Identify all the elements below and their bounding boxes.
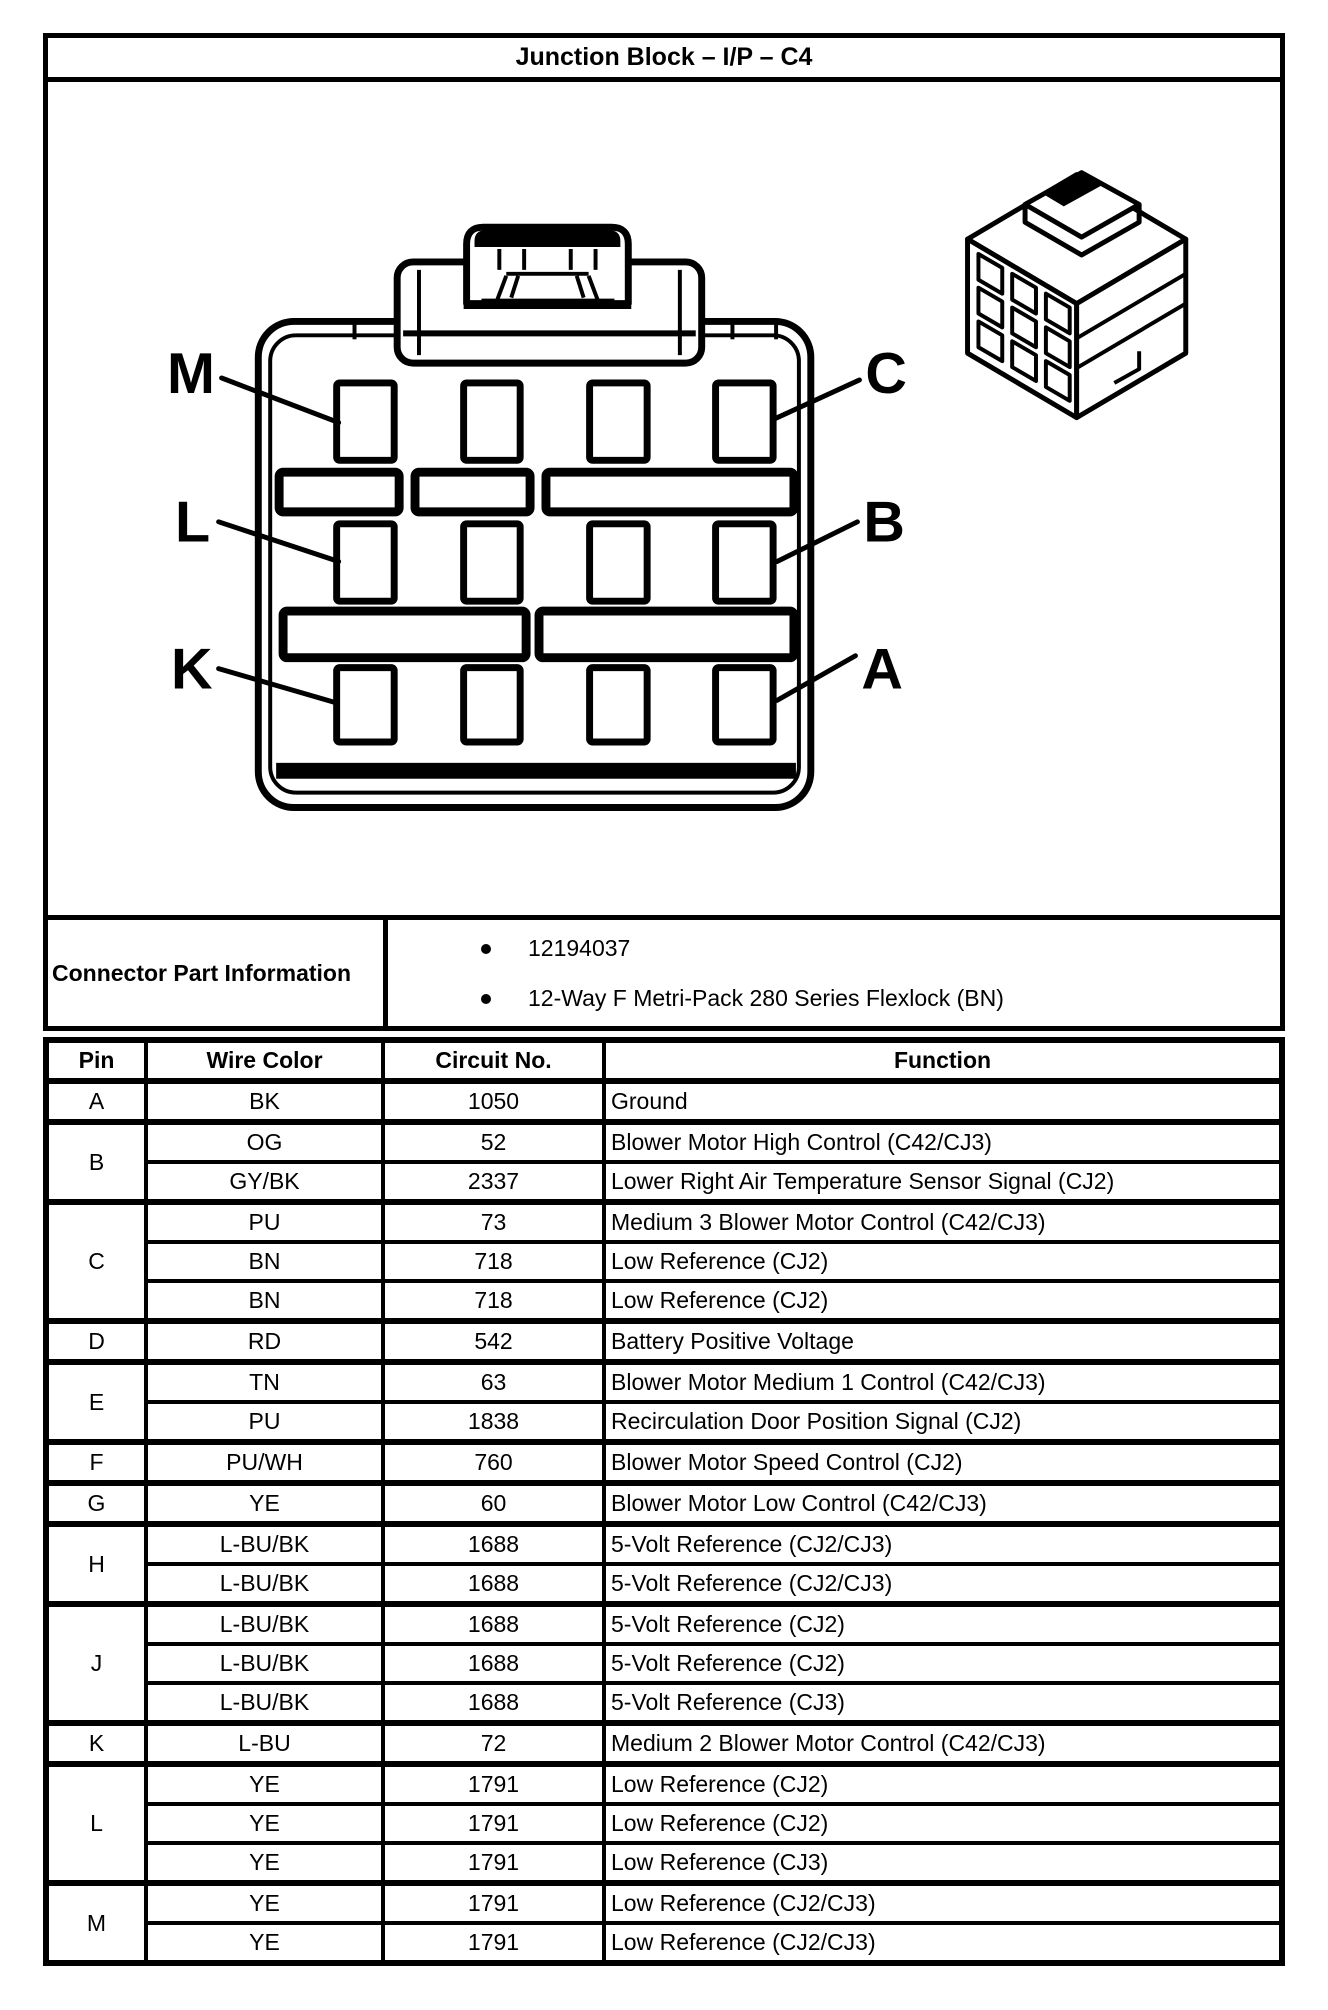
connector-part-info-row: [48, 915, 1280, 1026]
pin-cell: E: [46, 1362, 146, 1442]
function-cell: 5-Volt Reference (CJ2): [604, 1644, 1282, 1683]
wire-color-cell: BK: [146, 1081, 383, 1122]
part-number: 12194037: [528, 935, 631, 961]
pin-cell: C: [46, 1202, 146, 1321]
table-row: [46, 1923, 1282, 1963]
function-cell: 5-Volt Reference (CJ2/CJ3): [604, 1524, 1282, 1564]
header-function: Function: [604, 1040, 1282, 1081]
pin-cell: H: [46, 1524, 146, 1604]
function-cell: Low Reference (CJ3): [604, 1843, 1282, 1883]
circuit-no-cell: 63: [383, 1362, 604, 1402]
function-cell: Low Reference (CJ2): [604, 1804, 1282, 1843]
wire-color-cell: YE: [146, 1923, 383, 1963]
pin-cell: G: [46, 1483, 146, 1524]
pin-cell: F: [46, 1442, 146, 1483]
circuit-no-cell: 718: [383, 1242, 604, 1281]
pin-label-k: K: [171, 637, 213, 702]
wire-color-cell: YE: [146, 1483, 383, 1524]
function-cell: Lower Right Air Temperature Sensor Signal (CJ2): [604, 1162, 1282, 1202]
table-row: [46, 1162, 1282, 1202]
function-cell: Blower Motor High Control (C42/CJ3): [604, 1122, 1282, 1162]
circuit-no-cell: 1791: [383, 1804, 604, 1843]
function-cell: Blower Motor Low Control (C42/CJ3): [604, 1483, 1282, 1524]
table-row: [46, 1081, 1282, 1122]
table-row: [46, 1564, 1282, 1604]
wire-color-cell: YE: [146, 1843, 383, 1883]
circuit-no-cell: 52: [383, 1122, 604, 1162]
pin-cell: A: [46, 1081, 146, 1122]
function-cell: Low Reference (CJ2): [604, 1242, 1282, 1281]
wire-color-cell: PU/WH: [146, 1442, 383, 1483]
function-cell: 5-Volt Reference (CJ3): [604, 1683, 1282, 1723]
circuit-no-cell: 72: [383, 1723, 604, 1764]
pin-cell: L: [46, 1764, 146, 1883]
table-row: [46, 1362, 1282, 1402]
wire-color-cell: L-BU: [146, 1723, 383, 1764]
pin-label-a: A: [861, 637, 903, 702]
table-row: [46, 1804, 1282, 1843]
pin-table-header-row: [46, 1040, 1282, 1081]
wire-color-cell: L-BU/BK: [146, 1564, 383, 1604]
function-cell: Low Reference (CJ2/CJ3): [604, 1883, 1282, 1923]
latch-tab: [464, 227, 632, 304]
circuit-no-cell: 73: [383, 1202, 604, 1242]
table-row: [46, 1321, 1282, 1362]
table-row: [46, 1764, 1282, 1804]
circuit-no-cell: 1688: [383, 1524, 604, 1564]
bottom-band: [276, 763, 796, 779]
function-cell: Low Reference (CJ2): [604, 1281, 1282, 1321]
connector-info-box: [43, 33, 1285, 1031]
part-number-bullet-item: [481, 935, 1280, 962]
table-row: [46, 1644, 1282, 1683]
table-row: [46, 1524, 1282, 1564]
title-bar: [48, 38, 1280, 82]
connector-series: 12-Way F Metri-Pack 280 Series Flexlock (BN): [528, 985, 1004, 1011]
table-row: [46, 1723, 1282, 1764]
function-cell: 5-Volt Reference (CJ2): [604, 1604, 1282, 1644]
function-cell: Ground: [604, 1081, 1282, 1122]
pin-cell: J: [46, 1604, 146, 1723]
wire-color-cell: BN: [146, 1242, 383, 1281]
pin-label-c: C: [865, 341, 907, 406]
bullet-icon: [481, 944, 491, 954]
series-bullet-item: [481, 985, 1280, 1012]
circuit-no-cell: 1791: [383, 1843, 604, 1883]
function-cell: Low Reference (CJ2/CJ3): [604, 1923, 1282, 1963]
wire-color-cell: L-BU/BK: [146, 1524, 383, 1564]
table-row: [46, 1683, 1282, 1723]
wire-color-cell: YE: [146, 1804, 383, 1843]
pin-table: [43, 1037, 1285, 1966]
circuit-no-cell: 1688: [383, 1644, 604, 1683]
wire-color-cell: L-BU/BK: [146, 1683, 383, 1723]
pin-label-b: B: [863, 490, 905, 555]
diagram-cell: [48, 82, 1280, 915]
function-cell: Blower Motor Speed Control (CJ2): [604, 1442, 1282, 1483]
wire-color-cell: PU: [146, 1402, 383, 1442]
connector-part-info-content: [388, 920, 1280, 1026]
circuit-no-cell: 1838: [383, 1402, 604, 1442]
function-cell: Recirculation Door Position Signal (CJ2): [604, 1402, 1282, 1442]
function-cell: Medium 3 Blower Motor Control (C42/CJ3): [604, 1202, 1282, 1242]
wire-color-cell: OG: [146, 1122, 383, 1162]
table-row: [46, 1202, 1282, 1242]
header-circuit-no: Circuit No.: [383, 1040, 604, 1081]
circuit-no-cell: 718: [383, 1281, 604, 1321]
circuit-no-cell: 1791: [383, 1883, 604, 1923]
circuit-no-cell: 2337: [383, 1162, 604, 1202]
pin-cell: B: [46, 1122, 146, 1202]
function-cell: 5-Volt Reference (CJ2/CJ3): [604, 1564, 1282, 1604]
table-row: [46, 1281, 1282, 1321]
bullet-icon: [481, 994, 491, 1004]
circuit-no-cell: 60: [383, 1483, 604, 1524]
table-row: [46, 1843, 1282, 1883]
pin-label-l: L: [174, 490, 211, 555]
wire-color-cell: L-BU/BK: [146, 1604, 383, 1644]
circuit-no-cell: 1688: [383, 1683, 604, 1723]
pin-cell: D: [46, 1321, 146, 1362]
circuit-no-cell: 1688: [383, 1604, 604, 1644]
connector-part-info-label: Connector Part Information: [48, 920, 388, 1026]
circuit-no-cell: 760: [383, 1442, 604, 1483]
pin-label-m: M: [167, 341, 215, 406]
circuit-no-cell: 1688: [383, 1564, 604, 1604]
page-title: Junction Block – I/P – C4: [515, 43, 813, 71]
wire-color-cell: L-BU/BK: [146, 1644, 383, 1683]
table-row: [46, 1402, 1282, 1442]
function-cell: Blower Motor Medium 1 Control (C42/CJ3): [604, 1362, 1282, 1402]
wire-color-cell: GY/BK: [146, 1162, 383, 1202]
wire-color-cell: PU: [146, 1202, 383, 1242]
wire-color-cell: TN: [146, 1362, 383, 1402]
circuit-no-cell: 1050: [383, 1081, 604, 1122]
function-cell: Medium 2 Blower Motor Control (C42/CJ3): [604, 1723, 1282, 1764]
wire-color-cell: RD: [146, 1321, 383, 1362]
function-cell: Low Reference (CJ2): [604, 1764, 1282, 1804]
pin-cell: K: [46, 1723, 146, 1764]
table-row: [46, 1604, 1282, 1644]
function-cell: Battery Positive Voltage: [604, 1321, 1282, 1362]
pin-cell: M: [46, 1883, 146, 1963]
circuit-no-cell: 1791: [383, 1923, 604, 1963]
table-row: [46, 1242, 1282, 1281]
circuit-no-cell: 542: [383, 1321, 604, 1362]
header-pin: Pin: [46, 1040, 146, 1081]
table-row: [46, 1483, 1282, 1524]
table-row: [46, 1122, 1282, 1162]
table-row: [46, 1883, 1282, 1923]
wire-color-cell: YE: [146, 1883, 383, 1923]
circuit-no-cell: 1791: [383, 1764, 604, 1804]
table-row: [46, 1442, 1282, 1483]
header-wire-color: Wire Color: [146, 1040, 383, 1081]
wire-color-cell: YE: [146, 1764, 383, 1804]
connector-diagram-svg: [48, 82, 1280, 915]
sheet: [43, 33, 1285, 1966]
wire-color-cell: BN: [146, 1281, 383, 1321]
iso-connector-3d-view: [968, 173, 1186, 418]
